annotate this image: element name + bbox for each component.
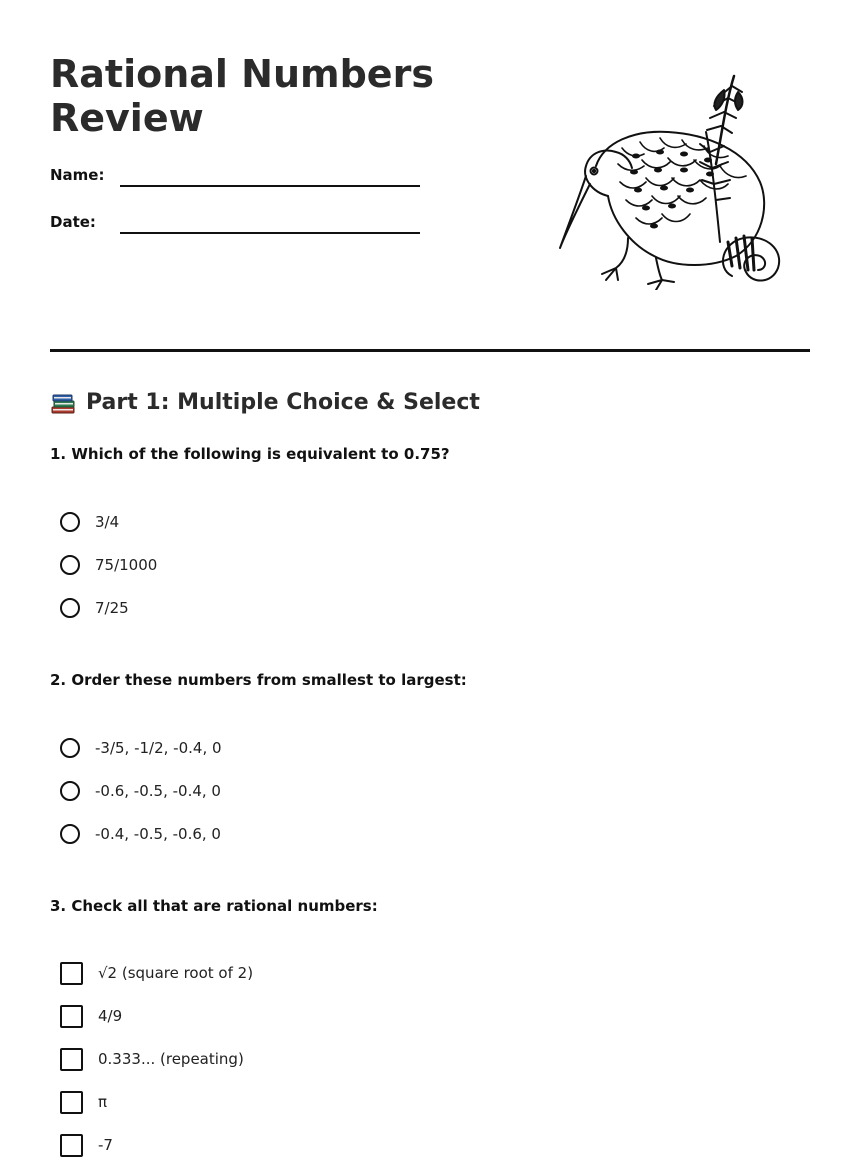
checkbox[interactable] <box>60 1091 83 1114</box>
question-3-option-3[interactable] <box>60 1047 244 1071</box>
date-blank-line[interactable] <box>120 232 420 234</box>
option-label: -7 <box>98 1136 113 1154</box>
radio-button[interactable] <box>60 598 80 618</box>
option-label: π <box>98 1093 108 1111</box>
question-2-option-1[interactable] <box>60 736 222 760</box>
name-label: Name: <box>50 166 105 184</box>
section-heading-part1 <box>50 388 480 418</box>
kiwi-bird-illustration <box>556 72 792 290</box>
option-label: -3/5, -1/2, -0.4, 0 <box>95 739 222 757</box>
option-label: 3/4 <box>95 513 120 531</box>
question-2-option-3[interactable] <box>60 822 221 846</box>
question-2-prompt: 2. Order these numbers from smallest to largest: <box>50 671 467 689</box>
radio-button[interactable] <box>60 738 80 758</box>
name-field[interactable] <box>50 165 430 189</box>
radio-button[interactable] <box>60 781 80 801</box>
question-3-option-1[interactable] <box>60 961 253 985</box>
radio-button[interactable] <box>60 555 80 575</box>
radio-button[interactable] <box>60 824 80 844</box>
question-2-option-2[interactable] <box>60 779 221 803</box>
option-label: 0.333... (repeating) <box>98 1050 244 1068</box>
option-label: 4/9 <box>98 1007 123 1025</box>
question-1-option-2[interactable] <box>60 553 157 577</box>
question-1-option-1[interactable] <box>60 510 119 534</box>
name-blank-line[interactable] <box>120 185 420 187</box>
question-1-option-3[interactable] <box>60 596 129 620</box>
checkbox[interactable] <box>60 962 83 985</box>
section-divider <box>50 349 810 352</box>
option-label: 7/25 <box>95 599 129 617</box>
checkbox[interactable] <box>60 1005 83 1028</box>
option-label: -0.4, -0.5, -0.6, 0 <box>95 825 221 843</box>
books-icon <box>50 390 76 416</box>
date-field[interactable] <box>50 212 430 236</box>
option-label: 75/1000 <box>95 556 158 574</box>
question-3-prompt: 3. Check all that are rational numbers: <box>50 897 378 915</box>
question-3-option-2[interactable] <box>60 1004 122 1028</box>
question-1-prompt: 1. Which of the following is equivalent to 0.75? <box>50 445 450 463</box>
question-3-option-5[interactable] <box>60 1133 113 1157</box>
section-heading-text: Part 1: Multiple Choice & Select <box>86 390 480 415</box>
date-label: Date: <box>50 213 96 231</box>
question-3-option-4[interactable] <box>60 1090 107 1114</box>
checkbox[interactable] <box>60 1134 83 1157</box>
radio-button[interactable] <box>60 512 80 532</box>
option-label: √2 (square root of 2) <box>98 964 254 982</box>
worksheet-title: Rational Numbers Review <box>50 52 434 140</box>
checkbox[interactable] <box>60 1048 83 1071</box>
option-label: -0.6, -0.5, -0.4, 0 <box>95 782 221 800</box>
